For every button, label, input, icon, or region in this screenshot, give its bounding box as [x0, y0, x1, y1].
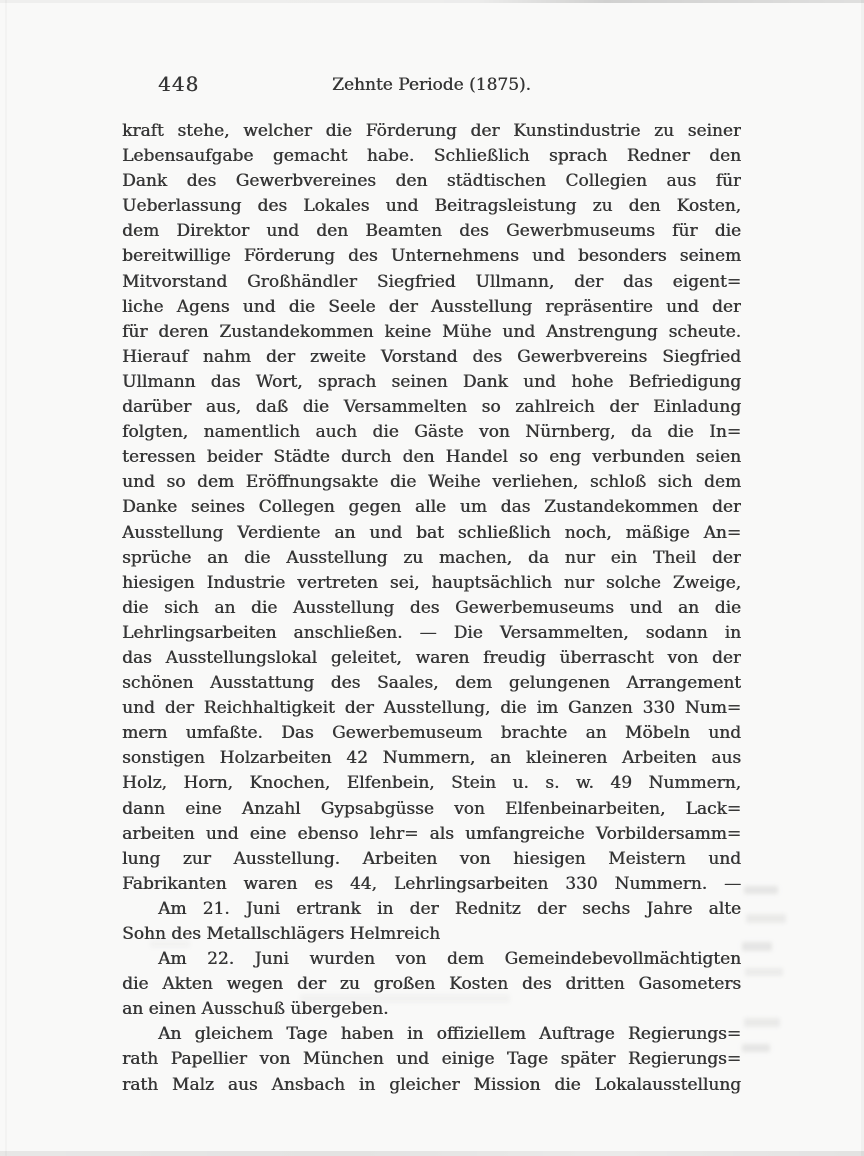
paragraph: [122, 947, 741, 1022]
text-line: Ullmann das Wort, sprach seinen Dank und hohe Befriedigung: [122, 371, 741, 392]
text-line: rath Malz aus Ansbach in gleicher Mission die Lokalausstellung: [122, 1074, 741, 1095]
text-line: schönen Ausstattung des Saales, dem gelungenen Arrangement: [122, 673, 741, 694]
text-line: Mitvorstand Großhändler Siegfried Ullmann, der das eigent=: [122, 271, 741, 292]
paragraph: [122, 1022, 741, 1097]
text-line: sonstigen Holzarbeiten 42 Nummern, an kleineren Arbeiten aus: [122, 748, 741, 769]
text-line: darüber aus, daß die Versammelten so zahlreich der Einladung: [122, 397, 741, 418]
text-line: teressen beider Städte durch den Handel so eng verbunden seien: [122, 447, 741, 468]
paragraph: [122, 897, 741, 947]
text-line: Fabrikanten waren es 44, Lehrlingsarbeiten 330 Nummern. —: [122, 873, 741, 894]
text-line: hiesigen Industrie vertreten sei, hauptsächlich nur solche Zweige,: [122, 572, 741, 593]
text-line: lung zur Ausstellung. Arbeiten von hiesigen Meistern und: [122, 848, 741, 869]
text-line: für deren Zustandekommen keine Mühe und Anstrengung scheute.: [122, 321, 741, 342]
text-line: sprüche an die Ausstellung zu machen, da nur ein Theil der: [122, 547, 741, 568]
scan-artifact-bleedthrough: [746, 914, 786, 923]
text-line: Ueberlassung des Lokales und Beitragsleistung zu den Kosten,: [122, 196, 741, 217]
text-block: [122, 119, 741, 1098]
scan-artifact-bleedthrough: [742, 1044, 770, 1052]
scan-artifact-left-edge: [5, 0, 7, 1156]
scan-artifact-bleedthrough: [742, 942, 772, 951]
scan-artifact-bleedthrough: [744, 1018, 780, 1027]
text-line: dem Direktor und den Beamten des Gewerbmuseums für die: [122, 221, 741, 242]
text-line: mern umfaßte. Das Gewerbemuseum brachte an Möbeln und: [122, 723, 741, 744]
text-line: folgten, namentlich auch die Gäste von Nürnberg, da die In=: [122, 422, 741, 443]
text-line: bereitwillige Förderung des Unternehmens und besonders seinem: [122, 246, 741, 267]
paragraph: [122, 119, 741, 897]
text-line: dann eine Anzahl Gypsabgüsse von Elfenbeinarbeiten, Lack=: [122, 798, 741, 819]
text-line: und so dem Eröffnungsakte die Weihe verliehen, schloß sich dem: [122, 472, 741, 493]
text-line: Lehrlingsarbeiten anschließen. — Die Versammelten, sodann in: [122, 622, 741, 643]
scan-artifact-bottom-edge: [0, 1151, 864, 1156]
scan-artifact-bleedthrough: [745, 968, 783, 976]
text-line: rath Papellier von München und einige Tage später Regierungs=: [122, 1049, 741, 1070]
text-line: An gleichem Tage haben in offiziellem Auftrage Regierungs=: [158, 1024, 741, 1045]
text-line: und der Reichhaltigkeit der Ausstellung, die im Ganzen 330 Num=: [122, 698, 741, 719]
scan-artifact-bleedthrough: [300, 994, 510, 1003]
text-line: Am 22. Juni wurden von dem Gemeindebevollmächtigten: [158, 949, 741, 970]
text-line: Lebensaufgabe gemacht habe. Schließlich sprach Redner den: [122, 146, 741, 167]
page-header: [122, 70, 741, 98]
text-line: Danke seines Collegen gegen alle um das Zustandekommen der: [122, 497, 741, 518]
text-line: Sohn des Metallschlägers Helmreich: [122, 924, 441, 944]
text-line: das Ausstellungslokal geleitet, waren freudig überrascht von der: [122, 647, 741, 668]
text-line: die Akten wegen der zu großen Kosten des dritten Gasometers: [122, 974, 741, 995]
scan-artifact-top-edge: [0, 0, 864, 3]
text-line: Am 21. Juni ertrank in der Rednitz der sechs Jahre alte: [158, 898, 741, 919]
text-line: Hierauf nahm der zweite Vorstand des Gewerbvereins Siegfried: [122, 346, 741, 367]
text-line: die sich an die Ausstellung des Gewerbemuseums und an die: [122, 597, 741, 618]
text-line: Dank des Gewerbvereines den städtischen Collegien aus für: [122, 171, 741, 192]
text-line: kraft stehe, welcher die Förderung der Kunstindustrie zu seiner: [122, 121, 741, 141]
page-number: 448: [158, 72, 200, 96]
running-header-title: Zehnte Periode (1875).: [332, 75, 531, 95]
text-line: Holz, Horn, Knochen, Elfenbein, Stein u. s. w. 49 Nummern,: [122, 773, 741, 794]
text-line: arbeiten und eine ebenso lehr= als umfangreiche Vorbildersamm=: [122, 823, 741, 844]
text-line: liche Agens und die Seele der Ausstellung repräsentire und der: [122, 296, 741, 317]
text-line: an einen Ausschuß übergeben.: [122, 999, 389, 1020]
scan-artifact-bleedthrough: [150, 940, 190, 948]
scan-artifact-bleedthrough: [744, 886, 778, 894]
text-line: Ausstellung Verdiente an und bat schließlich noch, mäßige An=: [122, 522, 741, 543]
